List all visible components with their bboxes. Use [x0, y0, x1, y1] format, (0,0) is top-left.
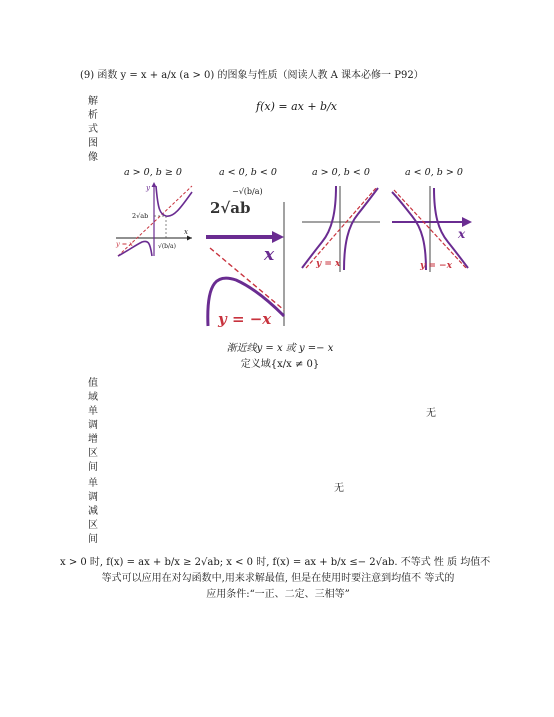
label-char: 减: [88, 506, 98, 517]
label-char: 调: [88, 492, 98, 503]
line-label: y = x: [316, 259, 341, 269]
footer-paragraph: [60, 555, 491, 603]
line-label: y = x: [116, 240, 133, 248]
label-char: 像: [88, 152, 98, 163]
label-analytic: [87, 95, 99, 137]
label-char: 单: [88, 406, 98, 417]
graph-case-2: [200, 180, 296, 330]
branch-right: [156, 186, 192, 216]
line-label: y = −x: [218, 310, 272, 328]
case-4: a < 0, b > 0: [405, 167, 463, 178]
label-graph: [87, 137, 99, 165]
label-char: 式: [88, 124, 98, 135]
label-char: 区: [88, 520, 98, 531]
section-heading: (9) 函数 y = x + a/x (a > 0) 的图象与性质（阅读人教 A 课本必修一 P92）: [80, 70, 424, 81]
label-increasing: [87, 405, 99, 475]
x-axis-label: x: [458, 227, 466, 241]
x-axis-label: x: [184, 228, 188, 236]
label-char: 间: [88, 462, 98, 473]
branch-left: [302, 186, 336, 268]
domain-text: 定义域{x/x ≠ 0}: [240, 359, 320, 370]
function-formula: f(x) = ax + b/x: [256, 100, 337, 113]
graph-case-1: [114, 180, 196, 258]
line-label: y = −x: [420, 261, 452, 271]
increasing-none: 无: [426, 408, 436, 419]
x-axis-arrow: [272, 231, 284, 243]
label-range: [87, 377, 99, 405]
label-char: 单: [88, 478, 98, 489]
x-axis-label: x: [264, 245, 275, 265]
label-char: 解: [88, 96, 98, 107]
label-char: 域: [88, 392, 98, 403]
label-char: 值: [88, 378, 98, 389]
label-char: 增: [88, 434, 98, 445]
label-char: 调: [88, 420, 98, 431]
footer-line-2: 等式可以应用在对勾函数中,用来求解最值, 但是在使用时要注意到均值不 等式的: [101, 573, 455, 584]
asymptote-text: 渐近线y = x 或 y =− x: [226, 343, 334, 354]
big-value-label: 2√ab: [210, 199, 251, 217]
min-x-label: √(b/a): [158, 243, 176, 250]
y-axis-label: y: [146, 184, 150, 192]
x-axis-arrow: [187, 236, 192, 241]
branch-left: [392, 192, 426, 270]
label-char: 区: [88, 448, 98, 459]
footer-line-3: 应用条件:“一正、二定、三相等”: [206, 589, 350, 600]
case-3: a > 0, b < 0: [312, 167, 370, 178]
footer-line-1: x > 0 时, f(x) = ax + b/x ≥ 2√ab; x < 0 时, f(x) = ax + b/x ≤− 2√ab. 不等式 性 质 均值不: [60, 557, 491, 568]
graph-case-3: [300, 184, 382, 274]
label-char: 图: [88, 138, 98, 149]
label-decreasing: [87, 477, 99, 547]
top-value-label: −√(b/a): [232, 187, 263, 196]
graph-case-4: [390, 184, 476, 274]
decreasing-none: 无: [334, 483, 344, 494]
asymptote-line: [306, 188, 376, 268]
case-2: a < 0, b < 0: [219, 167, 277, 178]
case-1: a > 0, b ≥ 0: [124, 167, 182, 178]
label-char: 间: [88, 534, 98, 545]
x-axis-arrow: [462, 217, 472, 227]
branch-right: [344, 188, 378, 270]
label-char: 析: [88, 110, 98, 121]
min-value-label: 2√ab: [132, 212, 149, 220]
